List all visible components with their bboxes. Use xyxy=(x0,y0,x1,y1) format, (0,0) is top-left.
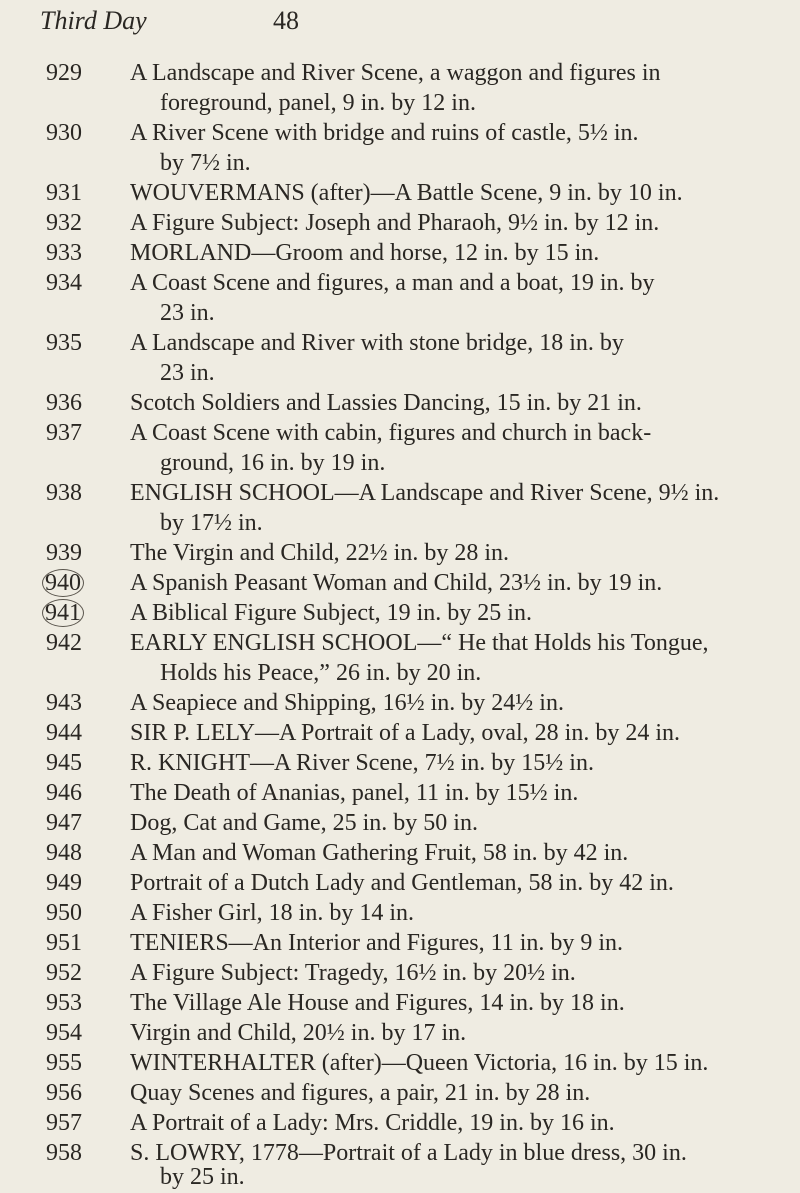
lot-number: 954 xyxy=(46,1020,82,1046)
lot-description-continued: ground, 16 in. by 19 in. xyxy=(160,450,386,476)
lot-number xyxy=(46,598,106,628)
lot-description: A Portrait of a Lady: Mrs. Criddle, 19 in. by 16 in. xyxy=(130,1110,615,1136)
lot-number: 952 xyxy=(46,960,82,986)
lot-description: A Figure Subject: Joseph and Pharaoh, 9½ in. by 12 in. xyxy=(130,210,660,236)
lot-number: 950 xyxy=(46,900,82,926)
lot-number: 945 xyxy=(46,750,82,776)
circled-lot-number: 940 xyxy=(42,569,84,597)
lot-description: A River Scene with bridge and ruins of castle, 5½ in. xyxy=(130,120,639,146)
lot-number: 936 xyxy=(46,390,82,416)
lot-number xyxy=(46,568,106,598)
lot-number: 951 xyxy=(46,930,82,956)
lot-description: The Village Ale House and Figures, 14 in. by 18 in. xyxy=(130,990,625,1016)
lot-description: Quay Scenes and figures, a pair, 21 in. by 28 in. xyxy=(130,1080,591,1106)
lot-number: 943 xyxy=(46,690,82,716)
lot-description: A Biblical Figure Subject, 19 in. by 25 in. xyxy=(130,600,532,626)
lot-number: 933 xyxy=(46,240,82,266)
lot-description: A Landscape and River with stone bridge, 18 in. by xyxy=(130,330,624,356)
lot-description: A Spanish Peasant Woman and Child, 23½ in. by 19 in. xyxy=(130,570,663,596)
lot-description: TENIERS—An Interior and Figures, 11 in. by 9 in. xyxy=(130,930,624,956)
lot-description: Portrait of a Dutch Lady and Gentleman, 58 in. by 42 in. xyxy=(130,870,674,896)
lot-description: Virgin and Child, 20½ in. by 17 in. xyxy=(130,1020,467,1046)
lot-description: EARLY ENGLISH SCHOOL—“ He that Holds his Tongue, xyxy=(130,630,709,656)
lot-description-continued: by 17½ in. xyxy=(160,510,263,536)
lot-description: A Landscape and River Scene, a waggon and figures in xyxy=(130,60,661,86)
lot-number: 931 xyxy=(46,180,82,206)
lot-description: A Coast Scene with cabin, figures and church in back- xyxy=(130,420,652,446)
lot-number: 948 xyxy=(46,840,82,866)
page-header xyxy=(40,6,299,36)
lot-description: A Figure Subject: Tragedy, 16½ in. by 20½ in. xyxy=(130,960,576,986)
lot-description-continued: foreground, panel, 9 in. by 12 in. xyxy=(160,90,476,116)
lot-number: 953 xyxy=(46,990,82,1016)
lot-description: ENGLISH SCHOOL—A Landscape and River Scene, 9½ in. xyxy=(130,480,720,506)
page-title: Third Day xyxy=(40,6,147,35)
lot-description: WOUVERMANS (after)—A Battle Scene, 9 in. by 10 in. xyxy=(130,180,683,206)
lot-description: A Seapiece and Shipping, 16½ in. by 24½ in. xyxy=(130,690,564,716)
page-number: 48 xyxy=(273,6,299,35)
lot-number: 956 xyxy=(46,1080,82,1106)
lot-description: Dog, Cat and Game, 25 in. by 50 in. xyxy=(130,810,478,836)
lot-number: 942 xyxy=(46,630,82,656)
lot-number: 949 xyxy=(46,870,82,896)
lot-description: R. KNIGHT—A River Scene, 7½ in. by 15½ in. xyxy=(130,750,594,776)
lot-description: MORLAND—Groom and horse, 12 in. by 15 in. xyxy=(130,240,600,266)
lot-number: 939 xyxy=(46,540,82,566)
lot-description: SIR P. LELY—A Portrait of a Lady, oval, 28 in. by 24 in. xyxy=(130,720,680,746)
lot-description-continued: 23 in. xyxy=(160,360,215,386)
lot-description: A Fisher Girl, 18 in. by 14 in. xyxy=(130,900,415,926)
lot-description: S. LOWRY, 1778—Portrait of a Lady in blue dress, 30 in. xyxy=(130,1140,687,1166)
lot-description-continued: by 25 in. xyxy=(160,1164,245,1190)
lot-number: 958 xyxy=(46,1140,82,1166)
lot-description: Scotch Soldiers and Lassies Dancing, 15 in. by 21 in. xyxy=(130,390,642,416)
lot-number: 930 xyxy=(46,120,82,146)
lot-description: A Coast Scene and figures, a man and a boat, 19 in. by xyxy=(130,270,655,296)
lot-description: The Death of Ananias, panel, 11 in. by 15½ in. xyxy=(130,780,579,806)
lot-description-continued: Holds his Peace,” 26 in. by 20 in. xyxy=(160,660,482,686)
lot-number: 929 xyxy=(46,60,82,86)
lot-number: 935 xyxy=(46,330,82,356)
lot-description: A Man and Woman Gathering Fruit, 58 in. by 42 in. xyxy=(130,840,629,866)
lot-description: WINTERHALTER (after)—Queen Victoria, 16 in. by 15 in. xyxy=(130,1050,709,1076)
lot-number: 946 xyxy=(46,780,82,806)
lot-description-continued: 23 in. xyxy=(160,300,215,326)
lot-description-continued: by 7½ in. xyxy=(160,150,251,176)
lot-number: 957 xyxy=(46,1110,82,1136)
circled-lot-number: 941 xyxy=(42,599,84,627)
lot-number: 932 xyxy=(46,210,82,236)
lot-number: 937 xyxy=(46,420,82,446)
lot-number: 955 xyxy=(46,1050,82,1076)
lot-description: The Virgin and Child, 22½ in. by 28 in. xyxy=(130,540,509,566)
lot-number: 934 xyxy=(46,270,82,296)
lot-number: 944 xyxy=(46,720,82,746)
lot-number: 947 xyxy=(46,810,82,836)
lot-number: 938 xyxy=(46,480,82,506)
